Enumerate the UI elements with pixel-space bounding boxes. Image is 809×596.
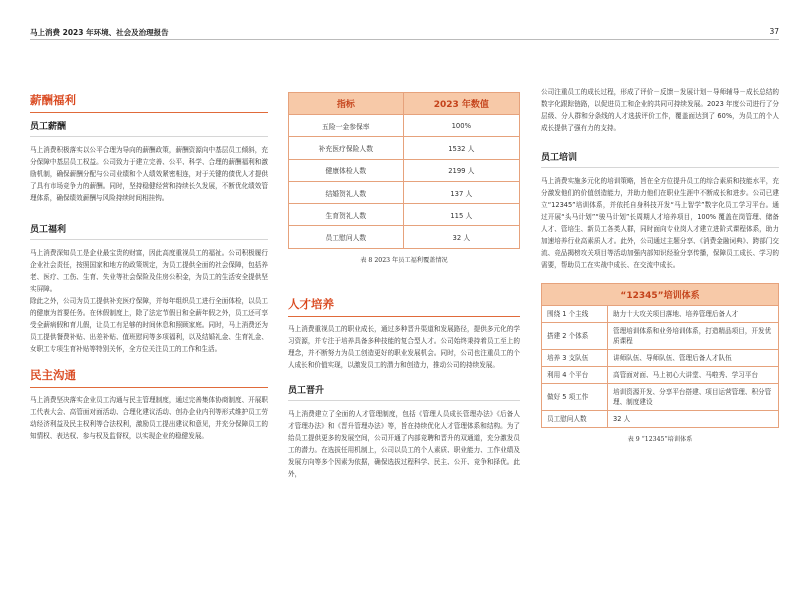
training-paragraph: 马上消费实施多元化的培训策略，旨在全方位提升员工的综合素质和技能水平，充分激发他们的价值创造能力，并助力他们在职业生涯中不断成长和进步。公司已建立“12345”培训体系，并依托自身科技开发“马上智学”数字化员工学习平台。通过开展“头马计划”“骏马计划”长周期人才培养项目，100% 覆盖在岗管理、储备人才、管培生、新员工各类人群，同时面向专业岗人才建立进阶式课程体系，助力加速培养行业高素质人才。此外，公司通过主题分享、《消费金融词典》、跨部门交流、竞品揭榜攻关项目等活动加强内部知识经验分享传播，保障员工成长、学习的需要，帮助员工在实战中成长、在交流中成长。 xyxy=(541,177,779,269)
table-cell: 生育贺礼人数 xyxy=(289,204,404,226)
table-header-cell: 指标 xyxy=(289,93,404,115)
table-cell: 做好 5 项工作 xyxy=(542,384,608,411)
column-right xyxy=(541,86,779,443)
table-cell: 137 人 xyxy=(403,181,519,203)
welfare-paragraph-1: 马上消费深知员工是企业最宝贵的财富，因此高度重视员工的福祉。公司积极履行企业社会责任，按照国家和地方的政策规定，为员工提供全面的社会保障，包括养老、医疗、工伤、生育、失业等社会保险及住房公积金，为员工的生活安全提供坚实屏障。 xyxy=(30,249,268,293)
table-cell: 100% xyxy=(403,115,519,137)
table-header-row xyxy=(289,93,520,115)
training-system-table xyxy=(541,283,779,428)
table-row xyxy=(542,384,779,411)
header-divider xyxy=(30,39,779,40)
table-cell: 培养 3 支队伍 xyxy=(542,350,608,367)
table-cell: 讲师队伍、导师队伍、管理后备人才队伍 xyxy=(608,350,779,367)
table-cell: 补充医疗保险人数 xyxy=(289,137,404,159)
table-row xyxy=(289,204,520,226)
table-row xyxy=(289,115,520,137)
talent-paragraph: 马上消费重视员工的职业成长，通过多种晋升渠道和发展路径，提供多元化的学习资源，并专注于培养具备多种技能的复合型人才。公司始终秉持着员工至上的理念，并不断努力为员工创造更好的职业发展机会。同时，公司也注重员工的个人成长和价值实现，以激发员工的潜力和创造力，推动公司的持续发展。 xyxy=(288,324,520,369)
table-cell: 1532 人 xyxy=(403,137,519,159)
table-cell: 培训资源开发、分享平台搭建、项目运营管理、积分管理、制度建设 xyxy=(608,384,779,411)
table-cell: 32 人 xyxy=(608,411,779,428)
table-title: “12345”培训体系 xyxy=(542,284,779,306)
table-cell: 32 人 xyxy=(403,226,519,248)
table-row xyxy=(542,323,779,350)
section-title-compensation: 薪酬福利 xyxy=(30,92,268,113)
table-row xyxy=(289,181,520,203)
section-title-communication: 民主沟通 xyxy=(30,367,268,388)
table-cell: 员工慰问人数 xyxy=(289,226,404,248)
table-cell: 搭建 2 个体系 xyxy=(542,323,608,350)
page-number: 37 xyxy=(769,27,779,36)
table-cell: 五险一金参保率 xyxy=(289,115,404,137)
table-cell: 助力十大攻关项目落地、培养管理后备人才 xyxy=(608,306,779,323)
table-cell: 115 人 xyxy=(403,204,519,226)
salary-paragraph: 马上消费积极落实以公平合理为导向的薪酬政策，薪酬资源向中基层员工倾斜，充分保障中基层员工权益。公司致力于建立完善、公平、科学、合理的薪酬福利和激励机制，确保薪酬分配与公司业绩和个人绩效紧密相连，对于关键的债优人才提供了具有市场竞争力的薪酬。同时，坚持稳健经营和持续长久发展，不断优化绩效管理体系，确保绩效薪酬与风险持续时间相挂钩。 xyxy=(30,146,268,202)
table-cell: 围绕 1 个主线 xyxy=(542,306,608,323)
promotion-paragraph: 马上消费建立了全面的人才管理制度，包括《管理人员成长管理办法》《后备人才管理办法》和《晋升管理办法》等，旨在持续优化人才管理体系和结构。为了给员工提供更多的发展空间，公司开通了内部竞聘和晋升的双通道，充分激发员工的潜力。在选拔任用机制上，公司以员工的个人素质、职业能力、工作业绩及发展方向等多个因素为依据，确保选拔过程科学、民主、公开、竞争和择优。此外， xyxy=(288,409,520,478)
subsection-title-training: 员工培训 xyxy=(541,150,779,168)
welfare-coverage-table xyxy=(288,92,520,249)
table-caption: 表 8 2023 年员工福利覆盖情况 xyxy=(360,256,448,264)
communication-paragraph: 马上消费坚决落实企业员工沟通与民主管理制度，通过完善集体协商制度、开展职工代表大会、高管面对面活动、合理化建议活动、创办企业内刊等形式维护员工劳动经济利益及民主权利等合法权利，激励员工提出建议和意见，并充分保障员工的知情权、表达权、参与权及监督权，以实现企业的稳健发展。 xyxy=(30,396,268,440)
table-row xyxy=(289,137,520,159)
table-header-cell: 2023 年数值 xyxy=(403,93,519,115)
table-cell: 管理培训体系和业务培训体系，打造精品项目，开发优质课程 xyxy=(608,323,779,350)
table-row xyxy=(542,306,779,323)
table-row xyxy=(542,367,779,384)
table-cell: 健康体检人数 xyxy=(289,159,404,181)
table-cell: 员工慰问人数 xyxy=(542,411,608,428)
table-cell: 利用 4 个平台 xyxy=(542,367,608,384)
table-row xyxy=(289,159,520,181)
column-left xyxy=(30,92,268,442)
table-row xyxy=(542,411,779,428)
table-header-row xyxy=(542,284,779,306)
table-row xyxy=(542,350,779,367)
column-middle xyxy=(288,92,520,480)
subsection-title-welfare: 员工福利 xyxy=(30,222,268,240)
page-header xyxy=(0,0,809,46)
report-title: 马上消费 2023 年环境、社会及治理报告 xyxy=(30,28,169,37)
welfare-paragraph-2: 除此之外，公司为员工提供补充医疗保障，并每年组织员工进行全面体检，以员工的健康为首要任务。在休假制度上，除了法定节假日和全薪年假之外，员工还可享受全薪病假和育儿假，让员工有足够的时间休息和照顾家庭。同时，马上消费还为员工提供餐费补贴、出差补贴、值班慰问等多项福利，以及结婚礼金、生育礼金、女职工专项生育补贴等特别关怀，全方位关注员工的工作和生活。 xyxy=(30,297,268,353)
table-row xyxy=(289,226,520,248)
table-cell: 结婚贺礼人数 xyxy=(289,181,404,203)
table-caption: 表 9 “12345”培训体系 xyxy=(627,436,693,443)
section-title-talent: 人才培养 xyxy=(288,296,520,317)
table-cell: 高管面对面、马上初心大讲堂、马啦秀、学习平台 xyxy=(608,367,779,384)
subsection-title-salary: 员工薪酬 xyxy=(30,119,268,137)
subsection-title-promotion: 员工晋升 xyxy=(288,383,520,401)
growth-paragraph: 公司注重员工的成长过程，形成了评价－反馈－发展计划－导师辅导－成长总结的数字化跟踪链路，以促进员工和企业的共同可持续发展。2023 年度公司进行了分层级、分人群和分条线的人才选拔评价工作，覆盖面达到了 60%，为员工的个人成长提供了强有力的支持。 xyxy=(541,88,779,132)
table-cell: 2199 人 xyxy=(403,159,519,181)
